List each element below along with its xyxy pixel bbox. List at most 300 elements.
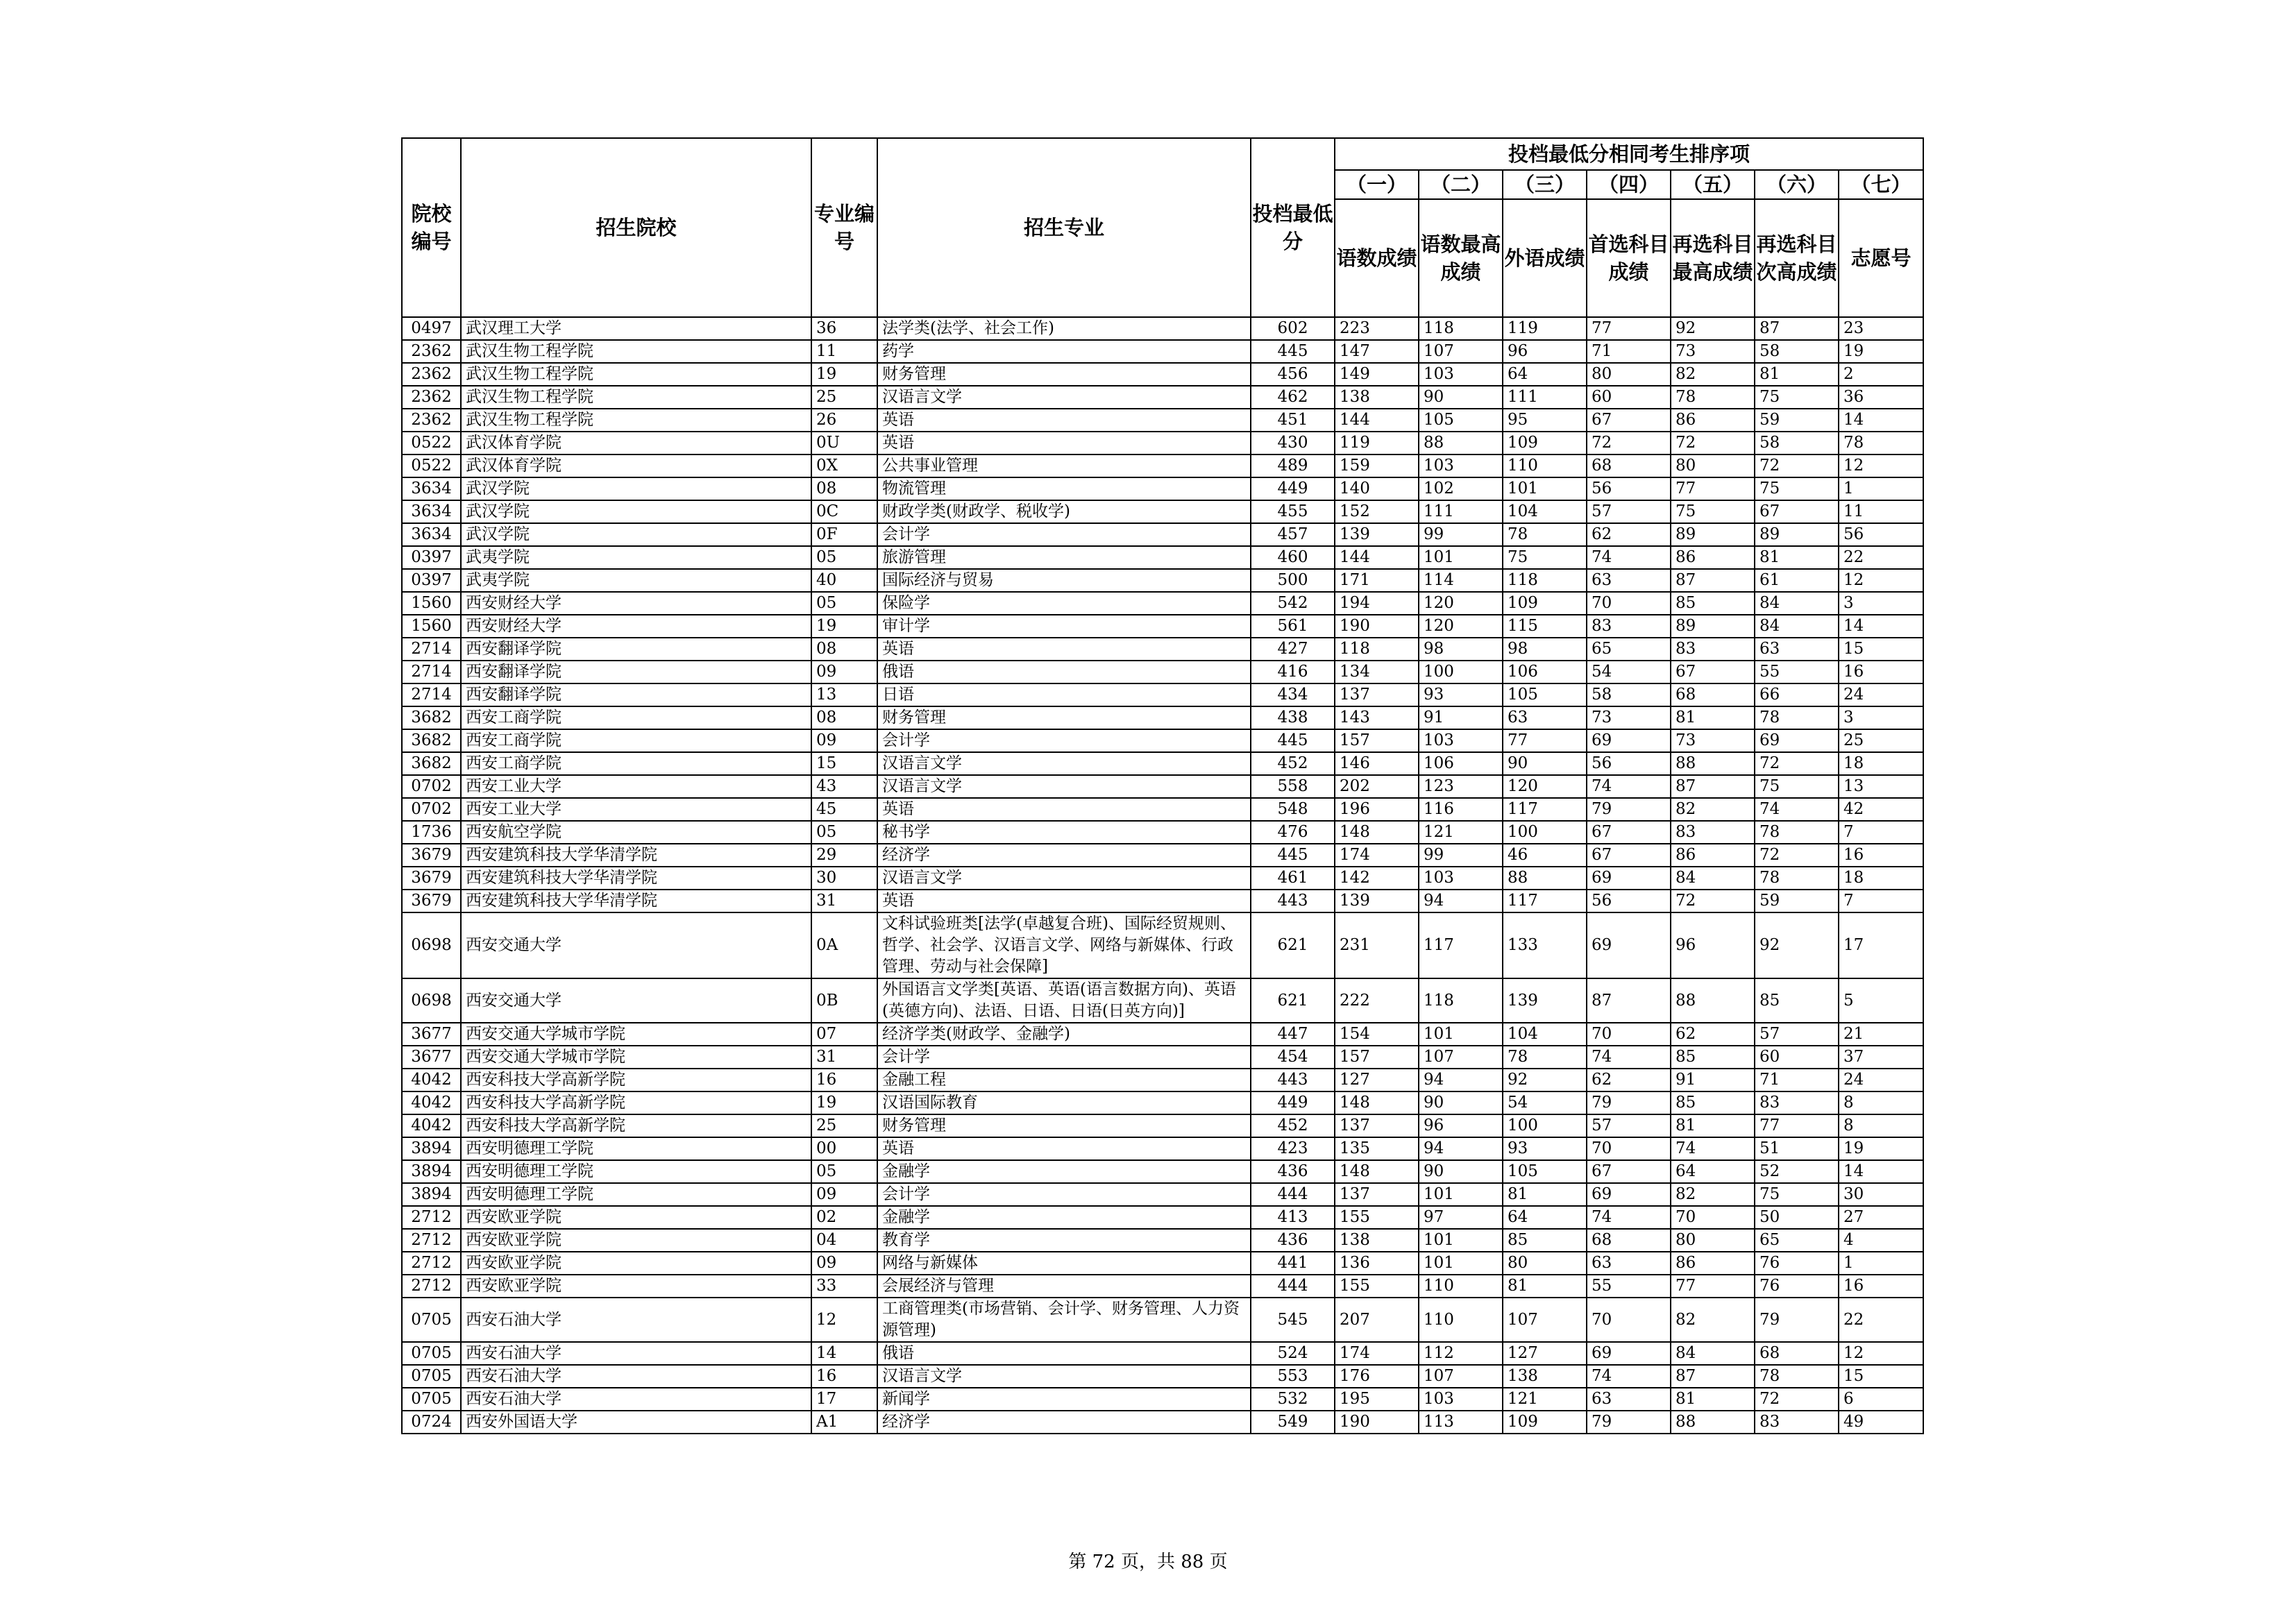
cell-major-code: 31 [811, 1046, 877, 1069]
table-row [402, 1388, 1923, 1411]
cell-major-code: 09 [811, 1252, 877, 1275]
cell-min-score: 447 [1251, 1023, 1335, 1046]
cell-score-5: 67 [1671, 661, 1755, 683]
cell-score-3: 133 [1503, 912, 1587, 978]
header-sub-2: 语数最高成绩 [1419, 199, 1503, 317]
cell-score-2: 114 [1419, 569, 1503, 592]
table-row [402, 867, 1923, 890]
cell-school: 西安工商学院 [461, 752, 811, 775]
cell-score-5: 68 [1671, 683, 1755, 706]
cell-score-7: 21 [1839, 1023, 1923, 1046]
cell-score-4: 65 [1587, 638, 1671, 661]
cell-min-score: 524 [1251, 1342, 1335, 1365]
cell-score-5: 86 [1671, 1252, 1755, 1275]
cell-score-5: 77 [1671, 1275, 1755, 1298]
cell-score-7: 1 [1839, 1252, 1923, 1275]
cell-score-4: 55 [1587, 1275, 1671, 1298]
cell-score-3: 64 [1503, 363, 1587, 386]
cell-score-4: 56 [1587, 477, 1671, 500]
cell-score-7: 12 [1839, 569, 1923, 592]
cell-score-4: 54 [1587, 661, 1671, 683]
cell-score-5: 80 [1671, 454, 1755, 477]
cell-school-code: 0497 [402, 317, 461, 340]
cell-major: 物流管理 [877, 477, 1251, 500]
cell-major: 日语 [877, 683, 1251, 706]
cell-major: 财务管理 [877, 363, 1251, 386]
cell-school: 西安财经大学 [461, 615, 811, 638]
cell-score-2: 99 [1419, 844, 1503, 867]
cell-school: 武汉体育学院 [461, 454, 811, 477]
cell-score-3: 93 [1503, 1137, 1587, 1160]
cell-min-score: 460 [1251, 546, 1335, 569]
cell-min-score: 451 [1251, 409, 1335, 432]
cell-score-1: 195 [1335, 1388, 1419, 1411]
table-body [402, 317, 1923, 1434]
cell-major-code: 25 [811, 1114, 877, 1137]
cell-score-6: 78 [1755, 1365, 1839, 1388]
cell-score-3: 100 [1503, 821, 1587, 844]
page-footer: 第 72 页，共 88 页 [1068, 1552, 1228, 1572]
cell-score-1: 174 [1335, 844, 1419, 867]
cell-score-1: 136 [1335, 1252, 1419, 1275]
cell-score-3: 104 [1503, 1023, 1587, 1046]
table-row [402, 592, 1923, 615]
cell-school-code: 4042 [402, 1091, 461, 1114]
cell-major: 会计学 [877, 1046, 1251, 1069]
cell-score-3: 110 [1503, 454, 1587, 477]
cell-score-6: 69 [1755, 729, 1839, 752]
table-row [402, 454, 1923, 477]
cell-major-code: 05 [811, 821, 877, 844]
cell-major-code: 0F [811, 523, 877, 546]
header-sub-7: 志愿号 [1839, 199, 1923, 317]
cell-score-6: 75 [1755, 477, 1839, 500]
table-row [402, 798, 1923, 821]
cell-score-2: 103 [1419, 867, 1503, 890]
cell-score-5: 74 [1671, 1137, 1755, 1160]
cell-score-6: 75 [1755, 1183, 1839, 1206]
cell-min-score: 621 [1251, 978, 1335, 1023]
cell-score-4: 87 [1587, 978, 1671, 1023]
cell-min-score: 456 [1251, 363, 1335, 386]
cell-score-4: 83 [1587, 615, 1671, 638]
cell-school: 西安明德理工学院 [461, 1183, 811, 1206]
cell-score-1: 143 [1335, 706, 1419, 729]
cell-score-3: 64 [1503, 1206, 1587, 1229]
cell-score-7: 24 [1839, 1069, 1923, 1091]
cell-school: 武汉生物工程学院 [461, 340, 811, 363]
cell-score-6: 57 [1755, 1023, 1839, 1046]
cell-score-4: 58 [1587, 683, 1671, 706]
cell-score-6: 89 [1755, 523, 1839, 546]
cell-school-code: 3634 [402, 477, 461, 500]
cell-score-5: 85 [1671, 1091, 1755, 1114]
table-row [402, 363, 1923, 386]
cell-score-3: 81 [1503, 1183, 1587, 1206]
cell-score-6: 68 [1755, 1342, 1839, 1365]
cell-score-7: 37 [1839, 1046, 1923, 1069]
cell-major: 财务管理 [877, 1114, 1251, 1137]
cell-score-7: 15 [1839, 638, 1923, 661]
cell-school: 西安交通大学城市学院 [461, 1046, 811, 1069]
header-sub-1: 语数成绩 [1335, 199, 1419, 317]
cell-min-score: 489 [1251, 454, 1335, 477]
cell-score-2: 101 [1419, 1183, 1503, 1206]
cell-score-5: 83 [1671, 638, 1755, 661]
cell-major: 网络与新媒体 [877, 1252, 1251, 1275]
cell-major: 保险学 [877, 592, 1251, 615]
cell-score-3: 118 [1503, 569, 1587, 592]
cell-school: 西安交通大学城市学院 [461, 1023, 811, 1046]
cell-score-7: 3 [1839, 592, 1923, 615]
cell-min-score: 452 [1251, 752, 1335, 775]
cell-score-1: 119 [1335, 432, 1419, 454]
cell-score-7: 18 [1839, 752, 1923, 775]
table-row [402, 683, 1923, 706]
cell-score-2: 103 [1419, 454, 1503, 477]
cell-school-code: 2362 [402, 363, 461, 386]
cell-min-score: 532 [1251, 1388, 1335, 1411]
cell-score-1: 144 [1335, 546, 1419, 569]
cell-score-2: 97 [1419, 1206, 1503, 1229]
cell-school: 武汉学院 [461, 523, 811, 546]
table-row [402, 1091, 1923, 1114]
cell-school-code: 0522 [402, 454, 461, 477]
cell-school-code: 0705 [402, 1342, 461, 1365]
cell-school: 西安建筑科技大学华清学院 [461, 844, 811, 867]
cell-score-3: 117 [1503, 890, 1587, 912]
cell-score-6: 83 [1755, 1411, 1839, 1434]
cell-major-code: 19 [811, 363, 877, 386]
cell-score-1: 127 [1335, 1069, 1419, 1091]
cell-major-code: 0C [811, 500, 877, 523]
cell-score-7: 6 [1839, 1388, 1923, 1411]
cell-min-score: 452 [1251, 1114, 1335, 1137]
cell-score-1: 194 [1335, 592, 1419, 615]
cell-min-score: 621 [1251, 912, 1335, 978]
cell-major: 俄语 [877, 661, 1251, 683]
cell-score-5: 82 [1671, 363, 1755, 386]
header-sub-3: 外语成绩 [1503, 199, 1587, 317]
cell-score-7: 42 [1839, 798, 1923, 821]
cell-school-code: 3682 [402, 706, 461, 729]
cell-score-3: 139 [1503, 978, 1587, 1023]
cell-school: 西安航空学院 [461, 821, 811, 844]
cell-score-4: 69 [1587, 912, 1671, 978]
cell-major: 英语 [877, 432, 1251, 454]
cell-major: 英语 [877, 1137, 1251, 1160]
cell-school-code: 2712 [402, 1252, 461, 1275]
cell-score-1: 171 [1335, 569, 1419, 592]
cell-major: 新闻学 [877, 1388, 1251, 1411]
cell-score-2: 121 [1419, 821, 1503, 844]
cell-score-3: 121 [1503, 1388, 1587, 1411]
cell-score-6: 87 [1755, 317, 1839, 340]
cell-min-score: 449 [1251, 477, 1335, 500]
cell-score-5: 87 [1671, 1365, 1755, 1388]
cell-min-score: 476 [1251, 821, 1335, 844]
cell-score-4: 73 [1587, 706, 1671, 729]
cell-score-4: 67 [1587, 1160, 1671, 1183]
cell-score-4: 74 [1587, 1046, 1671, 1069]
cell-score-4: 71 [1587, 340, 1671, 363]
header-min-score: 投档最低分 [1251, 138, 1335, 317]
cell-major-code: 26 [811, 409, 877, 432]
table-row [402, 1206, 1923, 1229]
cell-score-4: 69 [1587, 729, 1671, 752]
cell-major-code: 30 [811, 867, 877, 890]
cell-school-code: 3634 [402, 500, 461, 523]
cell-major: 汉语言文学 [877, 386, 1251, 409]
cell-score-4: 67 [1587, 844, 1671, 867]
cell-major: 英语 [877, 798, 1251, 821]
cell-score-6: 60 [1755, 1046, 1839, 1069]
cell-score-7: 19 [1839, 1137, 1923, 1160]
cell-school: 西安科技大学高新学院 [461, 1069, 811, 1091]
table-row [402, 706, 1923, 729]
table-row [402, 340, 1923, 363]
cell-score-2: 91 [1419, 706, 1503, 729]
cell-major: 汉语国际教育 [877, 1091, 1251, 1114]
cell-major-code: 19 [811, 615, 877, 638]
cell-score-5: 83 [1671, 821, 1755, 844]
cell-score-1: 147 [1335, 340, 1419, 363]
cell-score-1: 137 [1335, 683, 1419, 706]
cell-school: 西安欧亚学院 [461, 1275, 811, 1298]
admission-score-table [401, 137, 1924, 1434]
cell-score-4: 60 [1587, 386, 1671, 409]
cell-major: 汉语言文学 [877, 775, 1251, 798]
cell-school: 西安外国语大学 [461, 1411, 811, 1434]
cell-score-3: 92 [1503, 1069, 1587, 1091]
cell-score-2: 96 [1419, 1114, 1503, 1137]
cell-score-1: 157 [1335, 729, 1419, 752]
cell-min-score: 413 [1251, 1206, 1335, 1229]
cell-school: 西安科技大学高新学院 [461, 1091, 811, 1114]
cell-score-5: 86 [1671, 546, 1755, 569]
cell-score-5: 80 [1671, 1229, 1755, 1252]
cell-min-score: 444 [1251, 1275, 1335, 1298]
cell-score-3: 109 [1503, 592, 1587, 615]
cell-score-4: 80 [1587, 363, 1671, 386]
cell-score-2: 98 [1419, 638, 1503, 661]
cell-score-7: 14 [1839, 409, 1923, 432]
cell-school: 西安欧亚学院 [461, 1206, 811, 1229]
cell-score-1: 196 [1335, 798, 1419, 821]
cell-score-6: 76 [1755, 1252, 1839, 1275]
cell-score-7: 22 [1839, 546, 1923, 569]
cell-score-3: 96 [1503, 340, 1587, 363]
cell-score-6: 74 [1755, 798, 1839, 821]
cell-major: 审计学 [877, 615, 1251, 638]
cell-score-4: 63 [1587, 569, 1671, 592]
header-sub-5: 再选科目最高成绩 [1671, 199, 1755, 317]
cell-school-code: 2714 [402, 661, 461, 683]
cell-min-score: 602 [1251, 317, 1335, 340]
cell-score-4: 69 [1587, 867, 1671, 890]
cell-score-1: 134 [1335, 661, 1419, 683]
cell-major: 金融学 [877, 1206, 1251, 1229]
cell-score-3: 119 [1503, 317, 1587, 340]
cell-major-code: 09 [811, 661, 877, 683]
cell-score-7: 3 [1839, 706, 1923, 729]
cell-score-3: 85 [1503, 1229, 1587, 1252]
cell-score-1: 155 [1335, 1206, 1419, 1229]
cell-score-2: 110 [1419, 1275, 1503, 1298]
cell-score-5: 88 [1671, 752, 1755, 775]
cell-score-4: 70 [1587, 592, 1671, 615]
cell-score-2: 101 [1419, 546, 1503, 569]
cell-score-4: 77 [1587, 317, 1671, 340]
cell-major-code: 0B [811, 978, 877, 1023]
cell-major-code: A1 [811, 1411, 877, 1434]
cell-score-3: 106 [1503, 661, 1587, 683]
cell-score-2: 106 [1419, 752, 1503, 775]
cell-score-5: 87 [1671, 775, 1755, 798]
cell-major: 秘书学 [877, 821, 1251, 844]
cell-score-4: 74 [1587, 775, 1671, 798]
cell-score-1: 190 [1335, 615, 1419, 638]
cell-score-2: 94 [1419, 1137, 1503, 1160]
cell-score-1: 152 [1335, 500, 1419, 523]
cell-major: 经济学 [877, 1411, 1251, 1434]
cell-major-code: 04 [811, 1229, 877, 1252]
cell-score-1: 157 [1335, 1046, 1419, 1069]
cell-major-code: 08 [811, 638, 877, 661]
cell-school: 西安石油大学 [461, 1342, 811, 1365]
table-row [402, 821, 1923, 844]
header-school: 招生院校 [461, 138, 811, 317]
cell-score-6: 75 [1755, 386, 1839, 409]
cell-score-2: 111 [1419, 500, 1503, 523]
cell-score-5: 85 [1671, 592, 1755, 615]
cell-score-3: 138 [1503, 1365, 1587, 1388]
cell-score-4: 63 [1587, 1388, 1671, 1411]
cell-score-1: 137 [1335, 1114, 1419, 1137]
cell-score-7: 8 [1839, 1114, 1923, 1137]
cell-school: 西安明德理工学院 [461, 1137, 811, 1160]
cell-score-7: 23 [1839, 317, 1923, 340]
header-tiebreak-title: 投档最低分相同考生排序项 [1335, 138, 1923, 170]
cell-score-5: 86 [1671, 844, 1755, 867]
cell-score-6: 84 [1755, 615, 1839, 638]
cell-score-5: 82 [1671, 1183, 1755, 1206]
cell-score-5: 62 [1671, 1023, 1755, 1046]
cell-score-3: 109 [1503, 1411, 1587, 1434]
cell-school-code: 3677 [402, 1046, 461, 1069]
cell-school: 武夷学院 [461, 569, 811, 592]
cell-school-code: 0522 [402, 432, 461, 454]
cell-major: 英语 [877, 638, 1251, 661]
cell-score-7: 49 [1839, 1411, 1923, 1434]
cell-score-7: 12 [1839, 1342, 1923, 1365]
cell-major-code: 0U [811, 432, 877, 454]
cell-score-1: 176 [1335, 1365, 1419, 1388]
cell-score-2: 120 [1419, 592, 1503, 615]
cell-school-code: 1560 [402, 592, 461, 615]
cell-score-1: 138 [1335, 1229, 1419, 1252]
cell-score-1: 138 [1335, 386, 1419, 409]
cell-major: 经济学 [877, 844, 1251, 867]
cell-school: 西安工商学院 [461, 729, 811, 752]
cell-score-6: 59 [1755, 409, 1839, 432]
cell-score-7: 25 [1839, 729, 1923, 752]
cell-score-6: 72 [1755, 454, 1839, 477]
cell-score-1: 223 [1335, 317, 1419, 340]
cell-major: 旅游管理 [877, 546, 1251, 569]
cell-score-6: 63 [1755, 638, 1839, 661]
cell-min-score: 449 [1251, 1091, 1335, 1114]
cell-score-2: 90 [1419, 1160, 1503, 1183]
cell-school: 西安石油大学 [461, 1298, 811, 1342]
cell-score-6: 65 [1755, 1229, 1839, 1252]
cell-score-3: 117 [1503, 798, 1587, 821]
cell-score-7: 19 [1839, 340, 1923, 363]
cell-score-2: 107 [1419, 1046, 1503, 1069]
cell-major: 经济学类(财政学、金融学) [877, 1023, 1251, 1046]
cell-score-1: 149 [1335, 363, 1419, 386]
cell-score-5: 78 [1671, 386, 1755, 409]
cell-major: 金融工程 [877, 1069, 1251, 1091]
cell-score-4: 72 [1587, 432, 1671, 454]
cell-min-score: 454 [1251, 1046, 1335, 1069]
cell-min-score: 548 [1251, 798, 1335, 821]
cell-score-6: 76 [1755, 1275, 1839, 1298]
cell-score-4: 74 [1587, 1206, 1671, 1229]
cell-min-score: 461 [1251, 867, 1335, 890]
cell-school: 西安翻译学院 [461, 683, 811, 706]
cell-score-5: 89 [1671, 615, 1755, 638]
cell-school-code: 3894 [402, 1160, 461, 1183]
cell-score-7: 30 [1839, 1183, 1923, 1206]
cell-school: 西安建筑科技大学华清学院 [461, 867, 811, 890]
header-order-4: （四） [1587, 170, 1671, 199]
cell-score-3: 77 [1503, 729, 1587, 752]
cell-school-code: 0705 [402, 1365, 461, 1388]
cell-min-score: 441 [1251, 1252, 1335, 1275]
cell-score-4: 56 [1587, 890, 1671, 912]
cell-school-code: 2712 [402, 1206, 461, 1229]
cell-score-1: 139 [1335, 523, 1419, 546]
cell-score-1: 118 [1335, 638, 1419, 661]
cell-score-5: 73 [1671, 340, 1755, 363]
cell-school-code: 2712 [402, 1275, 461, 1298]
cell-score-1: 222 [1335, 978, 1419, 1023]
cell-score-7: 7 [1839, 821, 1923, 844]
cell-major-code: 09 [811, 1183, 877, 1206]
cell-score-4: 67 [1587, 821, 1671, 844]
cell-score-7: 17 [1839, 912, 1923, 978]
cell-major: 英语 [877, 890, 1251, 912]
cell-score-5: 75 [1671, 500, 1755, 523]
cell-school-code: 3677 [402, 1023, 461, 1046]
table-row [402, 1137, 1923, 1160]
cell-school-code: 1560 [402, 615, 461, 638]
cell-score-3: 115 [1503, 615, 1587, 638]
cell-school-code: 4042 [402, 1114, 461, 1137]
cell-score-1: 140 [1335, 477, 1419, 500]
cell-min-score: 558 [1251, 775, 1335, 798]
header-order-5: （五） [1671, 170, 1755, 199]
table-row [402, 890, 1923, 912]
cell-score-6: 75 [1755, 775, 1839, 798]
cell-school: 西安明德理工学院 [461, 1160, 811, 1183]
cell-score-6: 78 [1755, 706, 1839, 729]
table-row [402, 1114, 1923, 1137]
cell-major: 俄语 [877, 1342, 1251, 1365]
cell-score-4: 69 [1587, 1183, 1671, 1206]
cell-score-1: 137 [1335, 1183, 1419, 1206]
